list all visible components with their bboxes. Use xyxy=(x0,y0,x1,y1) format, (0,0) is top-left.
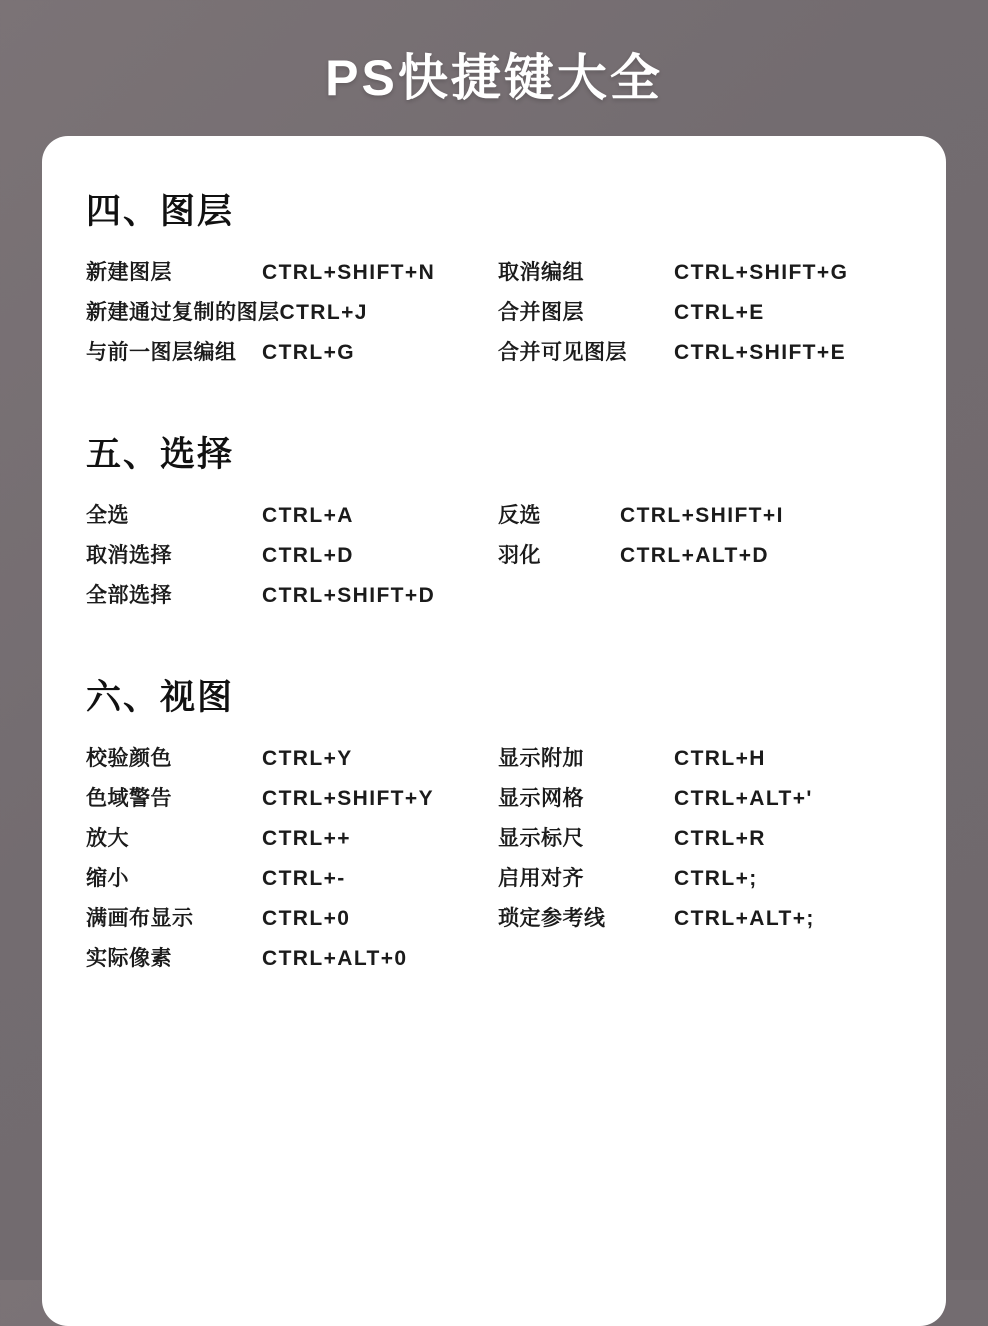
shortcut-entry xyxy=(86,742,498,772)
shortcut-keys: CTRL+0 xyxy=(262,907,351,930)
shortcut-label: 新建图层 xyxy=(86,261,172,284)
shortcut-entry xyxy=(498,822,902,852)
shortcut-rows xyxy=(86,742,902,973)
shortcut-keys: CTRL+A xyxy=(262,504,354,527)
shortcut-keys: CTRL+R xyxy=(674,827,766,850)
section-heading: 六、视图 xyxy=(86,678,235,717)
shortcut-keys: CTRL+ALT+; xyxy=(674,907,815,930)
table-row xyxy=(86,336,902,367)
table-row xyxy=(86,499,902,530)
table-row xyxy=(86,296,902,327)
content-card xyxy=(42,136,946,1326)
table-row xyxy=(86,579,902,610)
section-spacer xyxy=(86,636,902,670)
shortcut-entry xyxy=(86,782,498,812)
shortcut-label: 显示网格 xyxy=(498,787,584,810)
table-row xyxy=(86,862,902,893)
shortcut-keys: CTRL+G xyxy=(262,341,355,364)
shortcut-label: 琐定参考线 xyxy=(498,907,606,930)
shortcut-entry xyxy=(498,256,902,286)
shortcut-entry xyxy=(498,862,902,892)
shortcut-keys: CTRL+SHIFT+I xyxy=(620,504,784,527)
shortcut-label: 显示标尺 xyxy=(498,827,584,850)
shortcut-label: 启用对齐 xyxy=(498,867,584,890)
shortcut-entry xyxy=(86,942,498,972)
table-row xyxy=(86,256,902,287)
shortcut-entry xyxy=(86,902,498,932)
shortcut-entry xyxy=(498,336,902,366)
table-row xyxy=(86,902,902,933)
shortcut-keys: CTRL+H xyxy=(674,747,766,770)
shortcut-label: 合并图层 xyxy=(498,301,584,324)
shortcut-keys: CTRL+SHIFT+N xyxy=(262,261,436,284)
shortcut-entry xyxy=(86,862,498,892)
shortcut-label: 缩小 xyxy=(86,867,129,890)
shortcut-label: 合并可见图层 xyxy=(498,341,627,364)
section-select xyxy=(86,427,902,610)
page-title: PS快捷键大全 xyxy=(325,50,663,106)
shortcut-entry xyxy=(86,579,498,609)
shortcut-label: 色域警告 xyxy=(86,787,172,810)
shortcut-keys: CTRL+ALT+D xyxy=(620,544,769,567)
shortcut-entry xyxy=(498,296,902,326)
shortcut-label: 显示附加 xyxy=(498,747,584,770)
section-spacer xyxy=(86,393,902,427)
shortcut-keys: CTRL+- xyxy=(262,867,346,890)
shortcut-keys: CTRL+ALT+0 xyxy=(262,947,408,970)
shortcut-label: 新建通过复制的图层 xyxy=(86,301,280,324)
shortcut-entry xyxy=(498,782,902,812)
shortcut-entry xyxy=(86,539,498,569)
shortcut-keys: CTRL+SHIFT+Y xyxy=(262,787,434,810)
shortcut-entry xyxy=(86,336,498,366)
shortcut-rows xyxy=(86,499,902,610)
shortcut-entry xyxy=(86,296,498,326)
shortcut-keys: CTRL++ xyxy=(262,827,351,850)
shortcut-label: 反选 xyxy=(498,504,541,527)
shortcut-keys: CTRL+; xyxy=(674,867,758,890)
table-row xyxy=(86,742,902,773)
shortcut-keys: CTRL+SHIFT+E xyxy=(674,341,846,364)
table-row xyxy=(86,539,902,570)
shortcut-entry xyxy=(498,539,902,569)
shortcut-keys: CTRL+E xyxy=(674,301,765,324)
shortcut-label: 全部选择 xyxy=(86,584,172,607)
shortcut-label: 放大 xyxy=(86,827,129,850)
shortcut-keys: CTRL+D xyxy=(262,544,354,567)
shortcut-keys: CTRL+Y xyxy=(262,747,353,770)
shortcut-keys: CTRL+SHIFT+D xyxy=(262,584,436,607)
shortcut-label: 取消选择 xyxy=(86,544,172,567)
shortcut-label: 全选 xyxy=(86,504,129,527)
section-heading: 四、图层 xyxy=(86,192,235,231)
shortcut-keys: CTRL+J xyxy=(279,301,368,324)
shortcut-label: 羽化 xyxy=(498,544,541,567)
shortcut-entry xyxy=(498,742,902,772)
table-row xyxy=(86,782,902,813)
shortcut-entry xyxy=(86,256,498,286)
section-heading: 五、选择 xyxy=(86,435,235,474)
shortcut-rows xyxy=(86,256,902,367)
shortcut-entry xyxy=(498,902,902,932)
shortcut-keys: CTRL+ALT+' xyxy=(674,787,813,810)
table-row xyxy=(86,822,902,853)
shortcut-label: 满画布显示 xyxy=(86,907,194,930)
shortcut-entry xyxy=(86,822,498,852)
shortcut-label: 校验颜色 xyxy=(86,747,172,770)
shortcut-keys: CTRL+SHIFT+G xyxy=(674,261,849,284)
section-view xyxy=(86,670,902,973)
shortcut-label: 取消编组 xyxy=(498,261,584,284)
table-row xyxy=(86,942,902,973)
shortcut-entry xyxy=(86,499,498,529)
shortcut-label: 与前一图层编组 xyxy=(86,341,237,364)
shortcut-entry xyxy=(498,499,902,529)
section-layer xyxy=(86,184,902,367)
shortcut-label: 实际像素 xyxy=(86,947,172,970)
